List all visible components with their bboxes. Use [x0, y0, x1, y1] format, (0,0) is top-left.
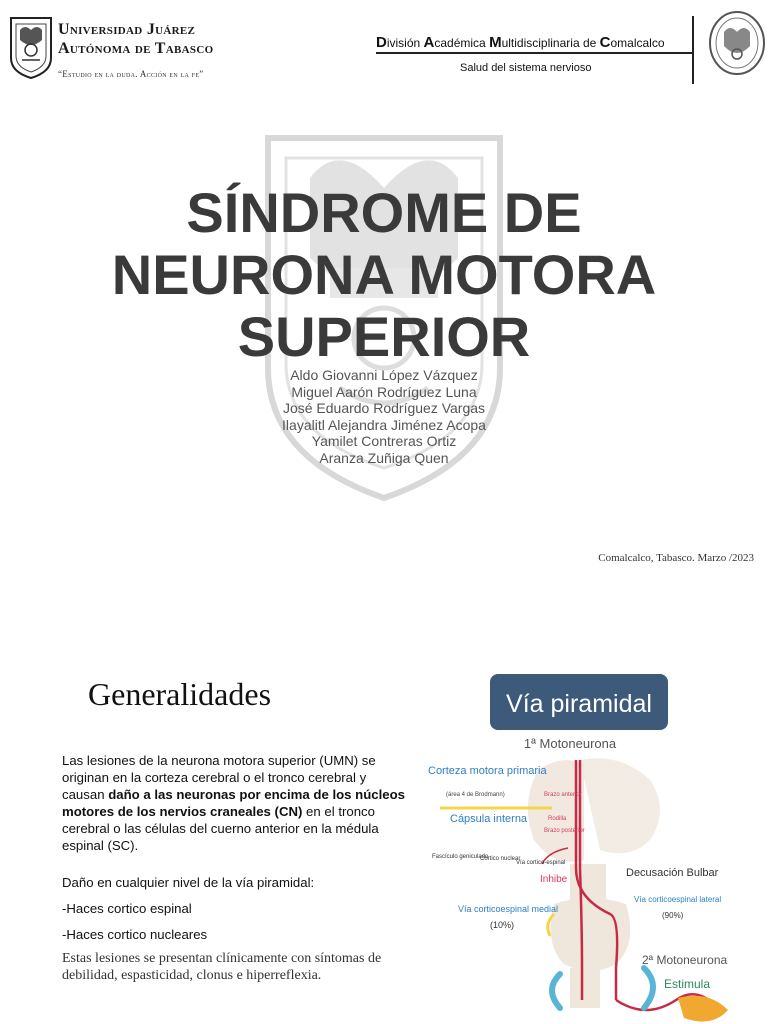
author-name: Yamilet Contreras Ortiz — [311, 433, 457, 449]
cortico-nuclear-label: Cortico nuclear — [480, 856, 521, 862]
fasciculo-label: Fascículo geniculado — [432, 854, 489, 860]
author-name: Miguel Aarón Rodríguez Luna — [291, 383, 477, 400]
estimula-label: Estimula — [664, 977, 711, 991]
title-line-2: NEURONA MOTORA — [111, 243, 657, 306]
brain-hemisphere-shape — [580, 758, 660, 853]
medial-percent-label: (10%) — [490, 920, 515, 930]
list-item-corticoespinal: -Haces cortico espinal — [62, 901, 192, 916]
presentation-title — [0, 182, 768, 368]
place-and-date: Comalcalco, Tabasco. Marzo /2023 — [598, 552, 754, 564]
section-title: Generalidades — [88, 676, 272, 712]
inhibe-label: Inhibe — [540, 874, 568, 885]
title-line-3: SUPERIOR — [237, 305, 531, 368]
subject-name: Salud del sistema nervioso — [460, 62, 592, 74]
decusacion-label: Decusación Bulbar — [626, 867, 719, 879]
brazo-anterior-label: Brazo anterior — [544, 792, 582, 798]
banner-text: Vía piramidal — [506, 690, 652, 718]
second-neuron-label: 2ª Motoneurona — [642, 953, 728, 967]
title-line-1: SÍNDROME DE — [186, 181, 582, 244]
paragraph-intro: Las lesiones de la neurona motora superior (UMN) se originan en la corteza cerebral o el tronco cerebral y causan daño a las neuronas por encima de los núcleos motores de los nervios craneales (CN) en el tronco cerebral o las células del cuerno anterior en la médula espinal (SC). — [62, 753, 406, 853]
author-name: Ilayalitl Alejandra Jiménez Acopa — [282, 416, 486, 433]
medial-pathway-label: Vía corticoespinal medial — [458, 904, 559, 914]
division-seal-logo — [708, 10, 766, 76]
authors-list — [0, 367, 768, 466]
brodmann-label: (área 4 de Brodmann) — [446, 792, 505, 798]
author-name: Aranza Zuñiga Quen — [319, 449, 449, 466]
cortico-espinal-label: Vía cortico-espinal — [516, 860, 566, 866]
rodilla-label: Rodilla — [548, 816, 567, 822]
spinal-bracket-left — [552, 974, 560, 1008]
author-name: Aldo Giovanni López Vázquez — [290, 367, 478, 383]
university-name-line2: Autónoma de Tabasco — [58, 40, 214, 57]
university-name-line1: Universidad Juárez — [58, 21, 196, 38]
cortex-label: Corteza motora primaria — [428, 765, 547, 777]
first-neuron-label: 1ª Motoneurona — [523, 736, 617, 751]
header-divider-horizontal — [376, 52, 694, 54]
paragraph-symptoms: Estas lesiones se presentan clínicamente con síntomas de debilidad, espasticidad, clonus e hiperreflexia. — [62, 951, 382, 983]
lateral-percent-label: (90%) — [662, 911, 684, 920]
division-name: División Académica Multidisciplinaria de Comalcalco — [376, 34, 665, 51]
author-name: José Eduardo Rodríguez Vargas — [282, 400, 486, 416]
university-motto: “Estudio en la duda. Acción en la fe” — [58, 69, 204, 79]
brazo-posterior-label: Brazo posterior — [544, 828, 585, 834]
internal-capsule-label: Cápsula interna — [450, 813, 528, 825]
spinal-cord-shape — [570, 968, 600, 1008]
paragraph-damage: Daño en cualquier nivel de la vía piramidal: — [62, 875, 315, 890]
university-name — [58, 20, 213, 58]
lateral-pathway-label: Vía corticoespinal lateral — [634, 895, 722, 904]
list-item-corticonuclear: -Haces cortico nucleares — [62, 927, 208, 942]
header-divider-vertical — [692, 16, 694, 84]
spinal-bracket-right — [644, 968, 653, 1008]
pyramidal-pathway-diagram — [420, 668, 750, 1024]
medulla-shape — [551, 898, 631, 971]
muscle-shape — [678, 996, 728, 1022]
university-crest-logo — [8, 14, 54, 80]
content-slide — [0, 620, 768, 1024]
